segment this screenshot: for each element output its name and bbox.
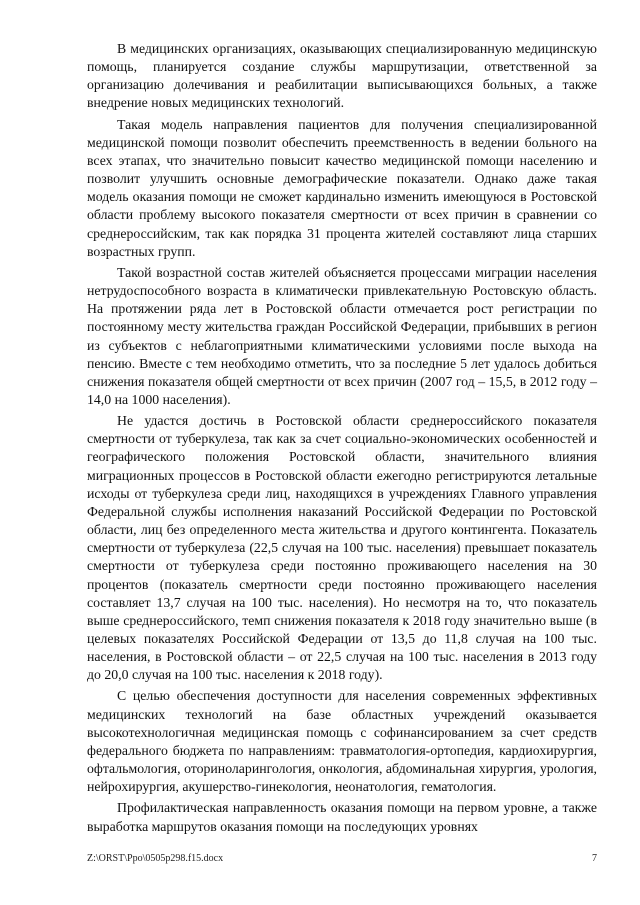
paragraph: С целью обеспечения доступности для населения современных эффективных медицинских технологий на базе областных учреждений оказывается высокотехнологичная медицинская помощь с софинансированием за счет средств федерального бюджета по направлениям: травматология-ортопедия, кардиохирургия, офтальмология, оториноларингология, онкология, абдоминальная хирургия, урология, нейрохирургия, акушерство-гинекология, неонатология, гематология. (87, 688, 597, 795)
paragraph: В медицинских организациях, оказывающих специализированную медицинскую помощь, планируется создание службы маршрутизации, ответственной за организацию долечивания и реабилитации выписывающихся больных, а также внедрение новых медицинских технологий. (87, 41, 597, 111)
paragraph: Такой возрастной состав жителей объясняется процессами миграции населения нетрудоспособного возраста в климатически привлекательную Ростовскую область. На протяжении ряда лет в Ростовской области отмечается рост регистрации по постоянному месту жительства граждан Российской Федерации, прибывших в регион из субъектов с неблагоприятными климатическими условиями после выхода на пенсию. Вместе с тем необходимо отметить, что за последние 5 лет удалось добиться снижения показателя общей смертности от всех причин (2007 год – 15,5, в 2012 году – 14,0 на 1000 населения). (87, 264, 597, 407)
paragraph: Не удастся достичь в Ростовской области среднероссийского показателя смертности от туберкулеза, так как за счет социально-экономических особенностей и географического положения Ростовской области, значительного влияния миграционных процессов в Ростовской области ежегодно регистрируются летальные исходы от туберкулеза среди лиц, находящихся в учреждениях Главного управления Федеральной службы исполнения наказаний Российской Федерации по Ростовской области, лиц без определенного места жительства и другого контингента. Показатель смертности от туберкулеза (22,5 случая на 100 тыс. населения) превышает показатель смертности от туберкулеза среди постоянно проживающего населения на 30 процентов (показатель смертности среди постоянно проживающего населения составляет 13,7 случая на 100 тыс. населения). Но несмотря на то, что показатель выше среднероссийского, темп снижения показателя к 2018 году значительно выше (в целевых показателях Российской Федерации от 13,5 до 11,8 случая на 100 тыс. населения, в Ростовской области – от 22,5 случая на 100 тыс. населения в 2013 году до 20,0 случая на 100 тыс. населения к 2018 году). (87, 413, 597, 683)
file-path: Z:\ORST\Ppo\0505p298.f15.docx (87, 853, 224, 864)
paragraph: Профилактическая направленность оказания помощи на первом уровне, а также выработка маршрутов оказания помощи на последующих уровнях (87, 800, 597, 834)
document-body (87, 40, 597, 839)
page-number: 7 (592, 853, 597, 864)
paragraph: Такая модель направления пациентов для получения специализированной медицинской помощи позволит обеспечить преемственность в ведении больного на всех этапах, что значительно повысит качество медицинской помощи населению и позволит улучшить основные демографические показатели. Однако даже такая модель оказания помощи не сможет кардинально изменить имеющуюся в Ростовской области проблему высокого показателя смертности от всех причин в сравнении со среднероссийским, так как порядка 31 процента жителей составляют лица старших возрастных групп. (87, 116, 597, 259)
